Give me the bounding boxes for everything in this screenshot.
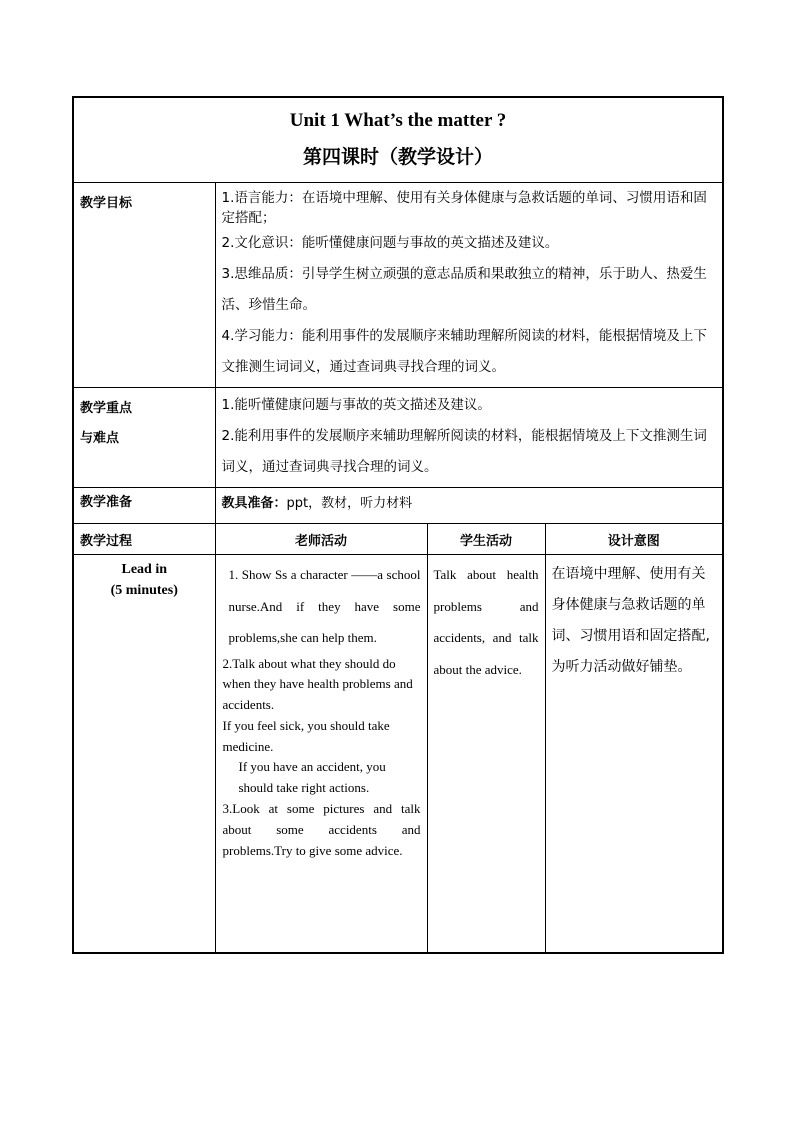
key-points-label-line1: 教学重点	[80, 401, 133, 416]
objective-item: 3.思维品质：引导学生树立顽强的意志品质和果敢独立的精神，乐于助人、热爱生活、珍惜生命。	[221, 266, 707, 313]
key-points-label	[73, 388, 215, 488]
key-points-content	[215, 388, 723, 488]
student-header: 学生活动	[427, 524, 545, 555]
objective-item: 4.学习能力：能利用事件的发展顺序来辅助理解所阅读的材料，能根据情境及上下文推测生词词义，通过查词典寻找合理的词义。	[221, 328, 707, 375]
teacher-step-1: 1. Show Ss a character ——a school nurse.And if they have some problems,she can help them.	[228, 567, 421, 645]
teacher-example-2: If you have an accident, you should take right actions.	[238, 759, 386, 796]
process-label: 教学过程	[73, 524, 215, 555]
preparation-content	[215, 488, 723, 524]
key-point-item: 1.能听懂健康问题与事故的英文描述及建议。	[221, 397, 491, 413]
design-intent-cell: 在语境中理解、使用有关身体健康与急救话题的单词、习惯用语和固定搭配,为听力活动做好铺垫。	[545, 555, 723, 953]
stage-duration: (5 minutes)	[110, 583, 178, 598]
stage-name: Lead in	[121, 562, 167, 577]
preparation-row	[73, 488, 723, 524]
stage-cell	[73, 555, 215, 953]
preparation-text: ppt，教材，听力材料	[286, 496, 413, 511]
lesson-title: 第四课时（教学设计）	[303, 146, 494, 168]
preparation-prefix: 教具准备：	[221, 496, 287, 511]
objective-item: 1.语言能力：在语境中理解、使用有关身体健康与急救话题的单词、习惯用语和固定搭配；	[221, 190, 707, 226]
title-row	[73, 97, 723, 183]
objectives-content	[215, 183, 723, 388]
teacher-header: 老师活动	[215, 524, 427, 555]
key-points-label-line2: 与难点	[80, 431, 120, 446]
teacher-example-1: If you feel sick, you should take medicine.	[222, 717, 390, 754]
teacher-activity-cell	[215, 555, 427, 953]
title-cell	[73, 97, 723, 183]
key-points-row	[73, 388, 723, 488]
objectives-row	[73, 183, 723, 388]
student-activity-cell: Talk about health problems and accidents, and talk about the advice.	[427, 555, 545, 953]
unit-title: Unit 1 What’s the matter ?	[289, 110, 507, 131]
objectives-label: 教学目标	[73, 183, 215, 388]
preparation-label: 教学准备	[73, 488, 215, 524]
teacher-step-3: 3.Look at some pictures and talk about some accidents and problems.Try to give some advice.	[222, 801, 421, 858]
teacher-step-2: 2.Talk about what they should do when they have health problems and accidents.	[222, 655, 413, 713]
lesson-plan-table	[72, 96, 724, 954]
process-header-row	[73, 524, 723, 555]
design-header: 设计意图	[545, 524, 723, 555]
objective-item: 2.文化意识：能听懂健康问题与事故的英文描述及建议。	[221, 235, 559, 251]
key-point-item: 2.能利用事件的发展顺序来辅助理解所阅读的材料，能根据情境及上下文推测生词词义，通过查词典寻找合理的词义。	[221, 428, 707, 475]
lead-in-row	[73, 555, 723, 953]
